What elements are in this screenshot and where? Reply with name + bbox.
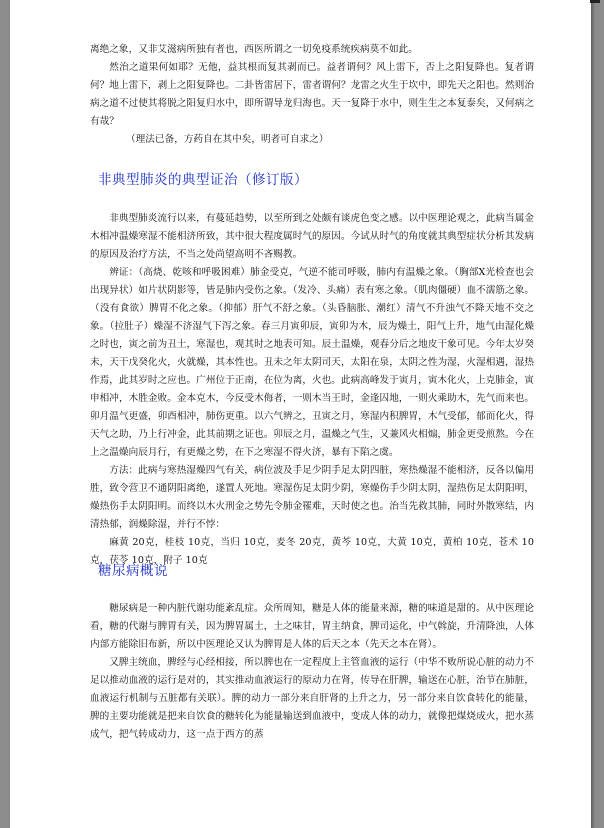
paragraph-note: （理法已备，方药自在其中矣，明者可自求之）	[126, 134, 329, 145]
paragraph: 然治之道果何如耶？无他，益其根而复其剥而已。益者谓何？风上雷下，否上之阳复降也。复者谓何？地上雷下，剥上之阳复降也。二卦皆雷居下，雷者谓何？龙雷之火生于坎中，即先天之阳也。然则治病之道不过使其将脱之阳复归水中，即所谓导龙归海也。天一复降于水中，则生生之本复泰矣，又何病之有哉？	[90, 62, 534, 127]
paragraph: 方法：此病与寒热湿燥四气有关，病位波及手足少阴手足太阴四脏，寒热燥湿不能相济，反各以偏用胜，致令营卫不通阴阳离绝，遂置人死地。寒湿伤足太阴少阴，寒燥伤手少阴太阴，湿热伤足太阴阳明，燥热伤手太阴阳明。而终以木火刑金之势先令肺金罹难，天时使之也。治当先救其肺，同时外散寒结，内清热郁，润燥除湿，并行不悖：	[90, 465, 534, 530]
paragraph: 离绝之象，又非艾滋病所独有者也，西医所谓之一切免疫系统疾病莫不如此。	[90, 44, 418, 55]
paragraph: 非典型肺炎流行以来，有蔓延趋势，以至所到之处颇有谈虎色变之感。以中医理论观之，此病当属金木相冲温燥寒湿不能相济所致，其中很大程度属时气的原因。今试从时气的角度就其典型症状分析其发病的原因及治疗方法，不当之处尚望高明不吝赐教。	[90, 213, 534, 260]
paragraph: 又脾主统血，脾经与心经相接，所以脾也在一定程度上主管血液的运行（中华不败所说心脏的动力不足以推动血液的运行是对的，其实推动血液运行的原动力在肾，传导在肝脾，输送在心脏，治节在肺脏，血液运行机制与五脏都有关联）。脾的动力一部分来自肝肾的上升之力，另一部分来自饮食转化的能量，脾的主要功能就是把来自饮食的糖转化为能量输送到血液中，变成人体的动力，就像把煤烧成火，把水蒸成气，把气转成动力，这一点于西方的蒸	[90, 657, 534, 740]
section-sars	[90, 210, 534, 570]
section-heading-diabetes: 糖尿病概说	[98, 563, 168, 579]
section-diabetes	[90, 600, 534, 744]
document-page	[10, 0, 591, 828]
prescription: 麻黄 20克，桂枝 10克，当归 10克，麦冬 20克，黄芩 10克，大黄 10克，黄柏 10克，苍术 10克，茯苓 10克，附子 10克	[90, 537, 534, 566]
paragraph: 糖尿病是一种内脏代谢功能紊乱症。众所周知，糖是人体的能量来源，糖的味道是甜的。从中医理论看，糖的代谢与脾胃有关，因为脾胃属土，土之味甘，胃主纳食，脾司运化，中气斡旋，升清降浊，人体内部方能除旧布新，所以中医理论又认为脾胃是人体的后天之本（先天之本在肾）。	[90, 603, 534, 650]
paragraph: 辨证：（高烧、乾咳和呼吸困难）肺金受克，气逆不能司呼吸，肺内有温燥之象。（胸部X光检查也会出现异状）如片状阴影等，皆是肺内受伤之象。（发冷、头痛）表有寒之象。（肌肉僵硬）血不濡筋之象。（没有食欲）脾胃不化之象。（抑郁）肝气不舒之象。（头昏脑胀、潮红）清气不升浊气不降天地不交之象。（拉肚子）燥湿不济湿气下泻之象。春三月寅卯辰，寅卯为木，辰为燥土，阳气上升，地气由湿化燥之时也，寅之前为丑土，寒湿也，观其时之地表可知。辰土温燥，观春分后之地皮干象可见。今年太岁癸未，天干戊癸化火，火就燥，其本性也。丑未之年太阴司天，太阳在泉，太阴之性为湿，火湿相遇，湿热作焉，此其岁时之应也。广州位于正南，在位为离，火也。此病高峰发于寅月，寅木化火，上克肺金，寅申相冲，木胜金败。金本克木，今反受木侮者，一则木当王时，金逢囚地，一则火乘助木，先气而来也。卯月温气更盛，卯酉相冲，肺伤更重。以六气辨之，丑寅之月，寒湿内积脾胃，木气受郁，郁而化火，得天气之助，乃上行冲金，此其前期之证也。卯辰之月，温燥之气生，又兼风火相煽，肺金更受煎熬。今在上之温燥向辰月行，有更燥之势，在下之寒湿不得火济，暴有下陷之虞。	[90, 267, 534, 458]
section-heading-sars: 非典型肺炎的典型证治（修订版）	[98, 172, 308, 188]
section-aids-conclusion	[90, 41, 534, 149]
page-corner-marker	[590, 0, 600, 3]
